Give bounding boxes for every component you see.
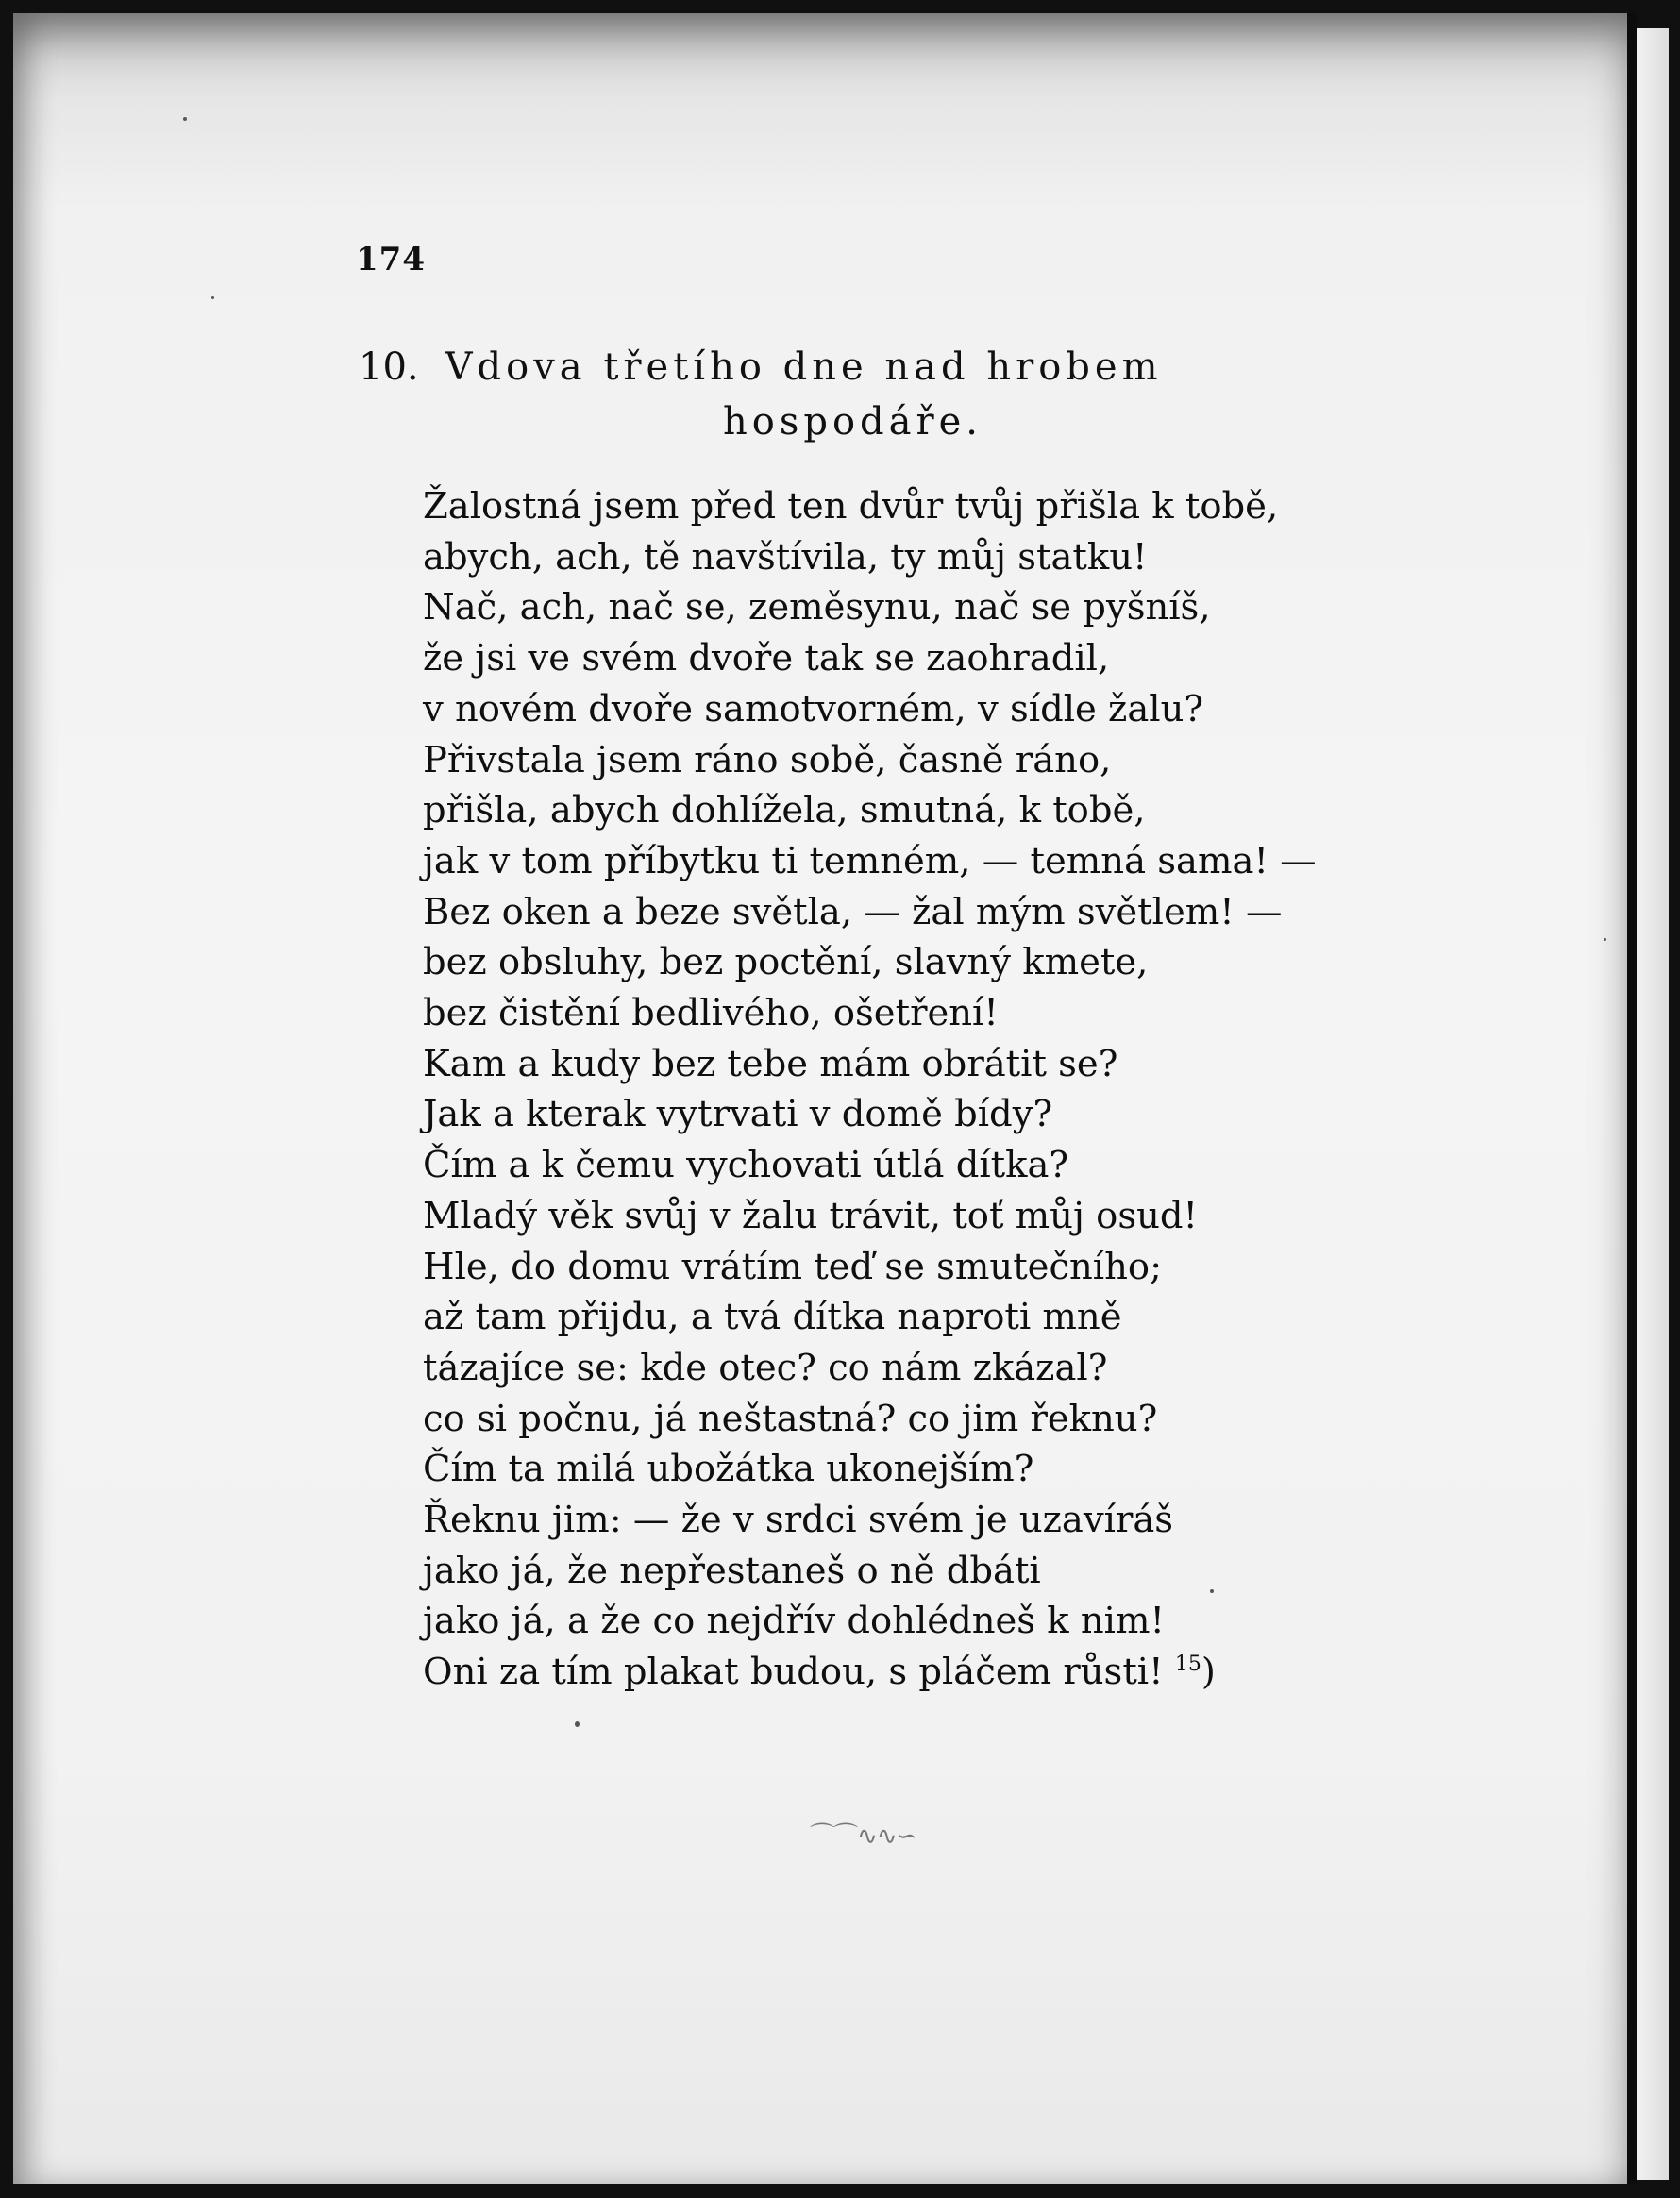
poem-line: přišla, abych dohlížela, smutná, k tobě, — [423, 789, 1146, 832]
poem-line: jako já, že nepřestaneš o ně dbáti — [423, 1549, 1041, 1592]
poem-line: jako já, a že co nejdřív dohlédneš k nim! — [423, 1600, 1165, 1643]
poem-line: Kam a kudy bez tebe mám obrátit se? — [423, 1042, 1118, 1085]
page-edge — [1627, 13, 1637, 2184]
heading-line-1 — [359, 340, 1302, 394]
poem-line: Mladý věk svůj v žalu trávit, toť můj osud! — [423, 1194, 1199, 1237]
footnote-reference: 15 — [1174, 1653, 1201, 1677]
ink-speck — [211, 296, 214, 299]
poem-heading — [359, 340, 1302, 449]
ink-speck — [183, 117, 187, 121]
poem-line: Žalostná jsem před ten dvůr tvůj přišla k tobě, — [423, 485, 1279, 528]
heading-title-1: Vdova třetího dne nad hrobem — [445, 345, 1163, 389]
poem-line-text: Oni za tím plakat budou, s pláčem růsti! — [423, 1651, 1164, 1694]
poem-line: Bez oken a beze světla, — žal mým světlem! — — [423, 890, 1283, 933]
poem-line: Jak a kterak vytrvati v domě bídy? — [423, 1093, 1053, 1136]
poem-line: jak v tom příbytku ti temném, — temná sama! — — [423, 839, 1317, 882]
poem-line: Nač, ach, nač se, zeměsynu, nač se pyšníš, — [423, 586, 1211, 629]
page-number: 174 — [356, 241, 426, 278]
poem-line: Čím ta milá ubožátka ukonejším? — [423, 1448, 1034, 1491]
ink-speck — [575, 1721, 580, 1727]
poem-line: abych, ach, tě navštívila, ty můj statku! — [423, 535, 1148, 579]
end-ornament: ⌒⌒∿∿∽ — [810, 1822, 916, 1851]
poem-line: že jsi ve svém dvoře tak se zaohradil, — [423, 637, 1110, 680]
poem-line: v novém dvoře samotvorném, v sídle žalu? — [423, 687, 1204, 730]
adjacent-page-strip — [1637, 28, 1669, 2180]
footnote-close: ) — [1201, 1651, 1216, 1694]
heading-title-2: hospodáře. — [723, 400, 983, 444]
poem-line: Řeknu jim: — že v srdci svém je uzavíráš — [423, 1499, 1174, 1542]
poem-line: tázajíce se: kde otec? co nám zkázal? — [423, 1346, 1108, 1389]
poem-line: bez čistění bedlivého, ošetření! — [423, 992, 999, 1035]
poem-text — [423, 481, 1414, 1698]
ink-speck — [1604, 938, 1606, 941]
poem-line: co si počnu, já neštastná? co jim řeknu? — [423, 1397, 1158, 1440]
poem-line: až tam přijdu, a tvá dítka naproti mně — [423, 1296, 1122, 1339]
poem-line-last — [423, 1647, 1414, 1698]
poem-line: Čím a k čemu vychovati útlá dítka? — [423, 1144, 1069, 1187]
poem-line: Hle, do domu vrátím teď se smutečního; — [423, 1245, 1163, 1288]
poem-line: bez obsluhy, bez poctění, slavný kmete, — [423, 941, 1149, 984]
poem-line: Přivstala jsem ráno sobě, časně ráno, — [423, 738, 1112, 781]
heading-number: 10. — [359, 345, 419, 389]
